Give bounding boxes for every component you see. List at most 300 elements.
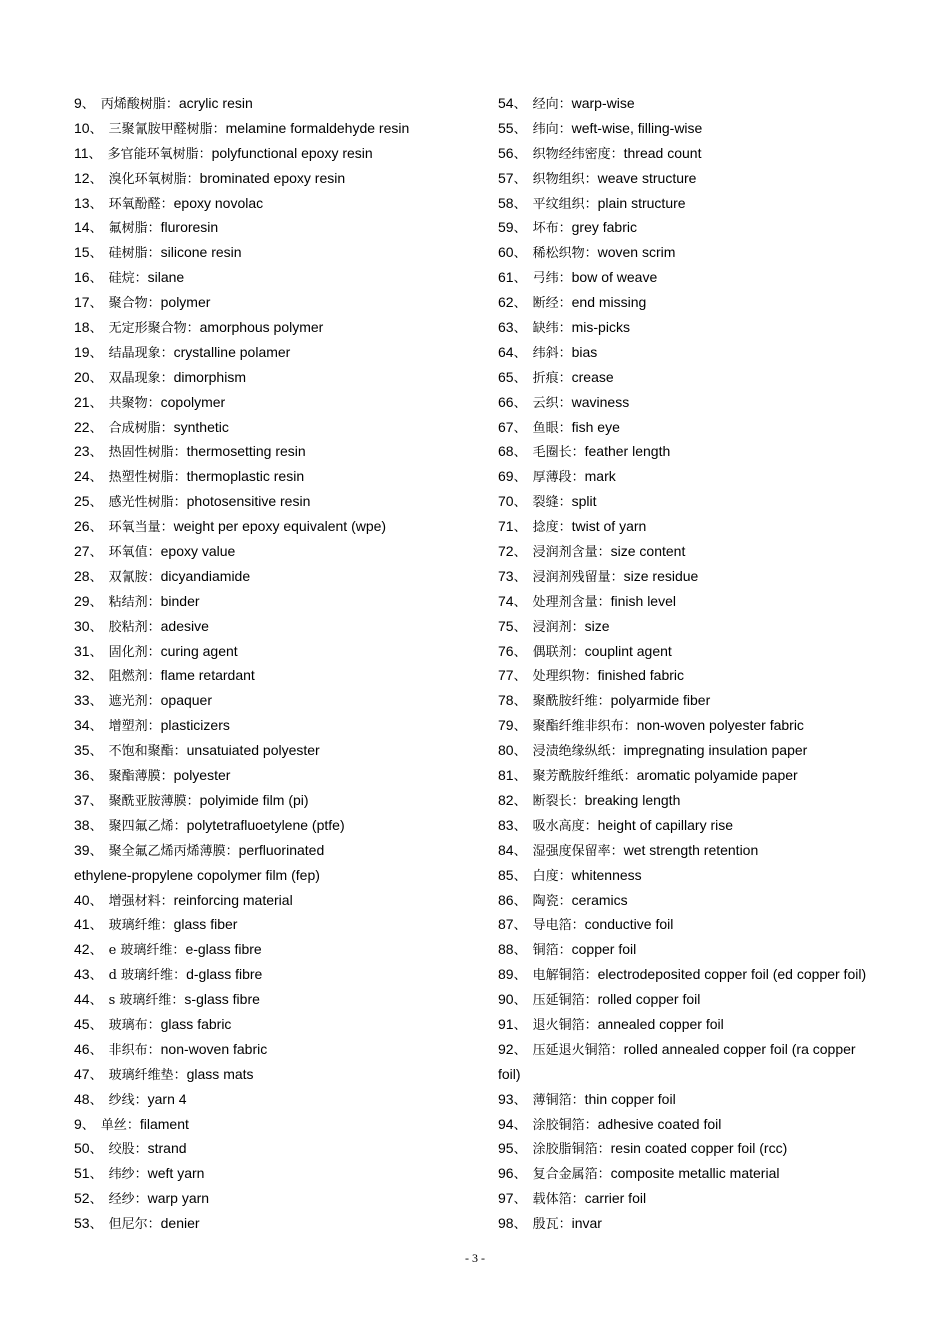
entry-separator: 、 [89, 395, 103, 411]
entry-english-term: bias [571, 343, 598, 360]
glossary-entry [74, 763, 474, 788]
entry-chinese-term: 浸润剂 [532, 619, 572, 635]
entry-separator: 、 [89, 171, 103, 187]
entry-chinese-term: 鱼眼 [532, 420, 559, 436]
entry-colon: ： [571, 445, 585, 461]
entry-chinese-term: 织物经纬密度 [532, 146, 611, 162]
entry-separator: 、 [513, 395, 527, 411]
entry-number: 79 [498, 717, 514, 734]
entry-chinese-term: 捻度 [532, 520, 559, 536]
entry-number: 94 [498, 1115, 514, 1132]
entry-colon: ： [584, 993, 598, 1009]
entry-separator: 、 [89, 1167, 103, 1183]
entry-chinese-term: 单丝 [100, 1117, 127, 1133]
entry-colon: ： [160, 918, 174, 934]
entry-separator: 、 [89, 221, 103, 237]
entry-english-term: glass fiber [173, 916, 238, 933]
entry-colon: ： [198, 146, 212, 162]
glossary-entry [74, 265, 474, 290]
entry-separator: 、 [513, 868, 527, 884]
glossary-entry [74, 639, 474, 664]
entry-chinese-term: 断裂长 [532, 793, 572, 809]
entry-colon: ： [134, 1192, 148, 1208]
glossary-entry [74, 614, 474, 639]
entry-separator: 、 [89, 619, 103, 635]
entry-english-term: polytetrafluoetylene (ptfe) [186, 816, 345, 833]
entry-number: 44 [74, 991, 90, 1008]
entry-number: 92 [498, 1040, 514, 1057]
entry-separator: 、 [89, 719, 103, 735]
entry-english-term: flame retardant [160, 667, 255, 684]
entry-english-term: epoxy value [160, 543, 236, 560]
entry-english-term: weft yarn [147, 1165, 205, 1182]
entry-number: 78 [498, 692, 514, 709]
entry-chinese-term: 浸润剂含量 [532, 545, 598, 561]
entry-separator: 、 [513, 719, 527, 735]
entry-chinese-term: 浸渍绝缘纵纸 [532, 744, 611, 760]
entry-separator: 、 [89, 121, 103, 137]
entry-number: 20 [74, 368, 90, 385]
entry-number: 23 [74, 443, 90, 460]
entry-separator: 、 [513, 744, 527, 760]
entry-colon: ： [160, 196, 174, 212]
entry-chinese-term: 纬向 [532, 121, 559, 137]
entry-colon: ： [558, 395, 572, 411]
entry-number: 66 [498, 393, 514, 410]
glossary-entry [498, 1211, 898, 1236]
entry-english-term: warp yarn [147, 1190, 210, 1207]
glossary-entry [498, 240, 898, 265]
entry-separator: 、 [89, 1192, 103, 1208]
entry-chinese-term: 坏布 [532, 221, 559, 237]
glossary-entry [74, 290, 474, 315]
entry-separator: 、 [513, 1142, 527, 1158]
entry-english-term: non-woven polyester fabric [636, 717, 804, 734]
entry-chinese-term: 感光性树脂 [108, 495, 174, 511]
entry-english-term: whitenness [571, 866, 642, 883]
glossary-entry [498, 1037, 898, 1062]
entry-chinese-term: 殷瓦 [532, 1217, 559, 1233]
entry-separator: 、 [89, 918, 103, 934]
glossary-entry [74, 1012, 474, 1037]
entry-separator: 、 [513, 495, 527, 511]
entry-chinese-term: 丙烯酸树脂 [100, 97, 166, 112]
glossary-entry [498, 415, 898, 440]
entry-chinese-term: 聚合物 [108, 296, 148, 312]
entry-chinese-term: 非织布 [108, 1042, 148, 1058]
glossary-entry [74, 1136, 474, 1161]
entry-english-term: dicyandiamide [160, 567, 251, 584]
glossary-left-column [74, 91, 474, 1236]
entry-colon: ： [610, 744, 624, 760]
entry-number: 76 [498, 642, 514, 659]
entry-number: 16 [74, 269, 90, 286]
entry-separator: 、 [513, 893, 527, 909]
entry-colon: ： [571, 644, 585, 660]
entry-colon: ： [173, 968, 187, 984]
entry-chinese-term: 云织 [532, 395, 559, 411]
entry-separator: 、 [89, 445, 103, 461]
entry-colon: ： [610, 1042, 624, 1058]
entry-colon: ： [571, 1092, 585, 1108]
entry-english-term: reinforcing material [173, 891, 293, 908]
entry-number: 35 [74, 742, 90, 759]
entry-english-term: thermosetting resin [186, 443, 306, 460]
entry-number: 13 [74, 194, 90, 211]
entry-colon: ： [558, 271, 572, 287]
entry-english-term: twist of yarn [571, 518, 647, 535]
entry-colon: ： [597, 594, 611, 610]
entry-chinese-term: 聚酰胺纤维 [532, 694, 598, 710]
entry-colon: ： [171, 993, 185, 1009]
entry-english-term: finished fabric [597, 667, 685, 684]
entry-separator: 、 [513, 694, 527, 710]
entry-separator: 、 [513, 296, 527, 312]
entry-separator: 、 [513, 97, 527, 112]
entry-chinese-term: 白度 [532, 868, 559, 884]
glossary-entry [74, 340, 474, 365]
entry-english-term: strand [147, 1140, 187, 1157]
entry-separator: 、 [89, 769, 103, 785]
entry-english-term: d-glass fibre [186, 966, 263, 983]
entry-colon: ： [173, 495, 187, 511]
entry-separator: 、 [513, 619, 527, 635]
entry-chinese-term: d 玻璃纤维 [108, 968, 174, 984]
entry-number: 68 [498, 443, 514, 460]
entry-chinese-term: 导电箔 [532, 918, 572, 934]
entry-chinese-term: 环氧当量 [108, 520, 161, 536]
entry-colon: ： [212, 121, 226, 137]
entry-colon: ： [160, 893, 174, 909]
entry-colon: ： [173, 818, 187, 834]
entry-english-term: finish level [610, 592, 676, 609]
entry-separator: 、 [89, 246, 103, 262]
entry-number: 36 [74, 767, 90, 784]
entry-number: 62 [498, 294, 514, 311]
entry-chinese-term: 复合金属箔 [532, 1167, 598, 1183]
entry-colon: ： [186, 321, 200, 337]
entry-english-term: fish eye [571, 418, 620, 435]
entry-separator: 、 [513, 545, 527, 561]
entry-english-term: non-woven fabric [160, 1040, 268, 1057]
entry-number: 15 [74, 244, 90, 261]
entry-chinese-term: 处理剂含量 [532, 594, 598, 610]
entry-english-term: acrylic resin [178, 95, 253, 111]
entry-english-term: glass mats [186, 1065, 254, 1082]
entry-separator: 、 [513, 993, 527, 1009]
entry-chinese-term: 平纹组织 [532, 196, 585, 212]
entry-chinese-term: 织物组织 [532, 171, 585, 187]
glossary-entry [74, 1161, 474, 1186]
entry-colon: ： [160, 345, 174, 361]
entry-number: 19 [74, 343, 90, 360]
entry-chinese-term: 湿强度保留率 [532, 843, 611, 859]
entry-english-term: s-glass fibre [184, 991, 260, 1008]
entry-separator: 、 [89, 1217, 103, 1233]
glossary-entry [498, 439, 898, 464]
glossary-entry [74, 589, 474, 614]
entry-number: 45 [74, 1015, 90, 1032]
entry-number: 40 [74, 891, 90, 908]
entry-chinese-term: 经向 [532, 97, 559, 112]
entry-english-term: e-glass fibre [185, 941, 262, 958]
entry-english-term: waviness [571, 393, 630, 410]
entry-chinese-term: 退火铜箔 [532, 1017, 585, 1033]
entry-chinese-term: 聚芳酰胺纤维纸 [532, 769, 624, 785]
glossary-entry [498, 1112, 898, 1137]
glossary-entry [74, 788, 474, 813]
entry-number: 75 [498, 617, 514, 634]
entry-english-term: polyfunctional epoxy resin [211, 144, 373, 161]
glossary-entry [498, 713, 898, 738]
entry-number: 81 [498, 767, 514, 784]
entry-number: 87 [498, 916, 514, 933]
entry-chinese-term: 热固性树脂 [108, 445, 174, 461]
entry-number: 46 [74, 1040, 90, 1057]
entry-english-term: bow of weave [571, 269, 658, 286]
glossary-entry [74, 987, 474, 1012]
entry-number: 63 [498, 319, 514, 336]
glossary-right-column [498, 91, 898, 1236]
glossary-entry [498, 987, 898, 1012]
entry-separator: 、 [513, 818, 527, 834]
entry-separator: 、 [513, 196, 527, 212]
entry-separator: 、 [89, 1092, 103, 1108]
entry-english-term: adhesive coated foil [597, 1115, 722, 1132]
entry-chinese-term: 增强材料 [108, 893, 161, 909]
glossary-entry [74, 738, 474, 763]
entry-colon: ： [584, 246, 598, 262]
entry-english-term: composite metallic material [610, 1165, 780, 1182]
entry-colon: ： [147, 1017, 161, 1033]
entry-number: 25 [74, 493, 90, 510]
glossary-entry [498, 614, 898, 639]
entry-colon: ： [147, 246, 161, 262]
glossary-entry [498, 763, 898, 788]
entry-number: 24 [74, 468, 90, 485]
glossary-entry [498, 215, 898, 240]
entry-separator: 、 [89, 644, 103, 660]
entry-english-term: yarn 4 [147, 1090, 187, 1107]
glossary-entry [498, 191, 898, 216]
entry-chinese-term: 固化剂 [108, 644, 148, 660]
entry-separator: 、 [513, 968, 527, 984]
entry-chinese-term: 不饱和聚酯 [108, 744, 174, 760]
entry-english-term: size content [610, 543, 686, 560]
entry-chinese-term: 结晶现象 [108, 345, 161, 361]
entry-number: 90 [498, 991, 514, 1008]
entry-separator: 、 [88, 146, 102, 162]
entry-chinese-term: 聚四氟乙烯 [108, 818, 174, 834]
entry-separator: 、 [513, 420, 527, 436]
entry-chinese-term: 弓纬 [532, 271, 559, 287]
glossary-entry [74, 415, 474, 440]
entry-number: 9 [74, 95, 82, 111]
entry-chinese-term: 玻璃布 [108, 1017, 148, 1033]
glossary-entry [74, 937, 474, 962]
entry-colon: ： [584, 818, 598, 834]
entry-chinese-term: 聚全氟乙烯丙烯薄膜 [108, 843, 226, 859]
entry-separator: 、 [513, 644, 527, 660]
entry-number: 30 [74, 617, 90, 634]
entry-colon: ： [173, 445, 187, 461]
entry-english-term: end missing [571, 294, 647, 311]
entry-number: 69 [498, 468, 514, 485]
entry-chinese-term: 纬纱 [108, 1167, 135, 1183]
entry-chinese-term: 纬斜 [532, 345, 559, 361]
glossary-entry [498, 813, 898, 838]
entry-chinese-term: 吸水高度 [532, 818, 585, 834]
entry-separator: 、 [513, 793, 527, 809]
glossary-entry [498, 166, 898, 191]
entry-english-term: thread count [623, 144, 702, 161]
entry-number: 11 [74, 144, 89, 161]
entry-colon: ： [558, 296, 572, 312]
entry-chinese-term: 压延铜箔 [532, 993, 585, 1009]
entry-separator: 、 [89, 520, 103, 536]
glossary-entry [498, 639, 898, 664]
glossary-entry [498, 141, 898, 166]
entry-chinese-term: 阻燃剂 [108, 669, 148, 685]
entry-colon: ： [558, 97, 572, 112]
glossary-entry [498, 539, 898, 564]
glossary-entry [74, 315, 474, 340]
entry-number: 28 [74, 567, 90, 584]
entry-number: 31 [74, 642, 90, 659]
glossary-entry [498, 962, 898, 987]
entry-english-term: resin coated copper foil (rcc) [610, 1140, 788, 1157]
glossary-entry [498, 265, 898, 290]
entry-english-term: woven scrim [597, 244, 676, 261]
entry-separator: 、 [89, 420, 103, 436]
glossary-entry [498, 863, 898, 888]
entry-number: 9 [74, 1115, 82, 1132]
entry-separator: 、 [513, 171, 527, 187]
entry-colon: ： [571, 619, 585, 635]
glossary-entry [498, 912, 898, 937]
entry-english-term: filament [139, 1115, 189, 1132]
glossary-entry [74, 390, 474, 415]
entry-chinese-term: 裂缝 [532, 495, 559, 511]
glossary-entry [74, 888, 474, 913]
glossary-entry [74, 564, 474, 589]
entry-english-term: fluroresin [160, 219, 219, 236]
entry-english-term: warp-wise [571, 95, 635, 111]
glossary-entry [498, 116, 898, 141]
entry-separator: 、 [513, 1192, 527, 1208]
entry-colon: ： [173, 1067, 187, 1083]
entry-colon: ： [623, 719, 637, 735]
entry-chinese-term: 厚薄段 [532, 470, 572, 486]
entry-chinese-term: 溴化环氧树脂 [108, 171, 187, 187]
entry-english-term: opaquer [160, 692, 213, 709]
entry-colon: ： [597, 1167, 611, 1183]
entry-colon: ： [610, 569, 624, 585]
entry-separator: 、 [513, 345, 527, 361]
entry-number: 54 [498, 95, 514, 111]
entry-colon: ： [558, 345, 572, 361]
entry-english-term: weight per epoxy equivalent (wpe) [173, 518, 387, 535]
entry-english-term: silicone resin [160, 244, 242, 261]
entry-english-term: weft-wise, filling-wise [571, 119, 703, 136]
glossary-entry [74, 1211, 474, 1236]
entry-separator: 、 [89, 1017, 103, 1033]
entry-number: 84 [498, 841, 514, 858]
entry-english-term: mis-picks [571, 319, 630, 336]
glossary-entry [498, 315, 898, 340]
glossary-entry [74, 663, 474, 688]
entry-english-term: brominated epoxy resin [199, 169, 346, 186]
entry-separator: 、 [89, 495, 103, 511]
entry-chinese-term: 压延退火铜箔 [532, 1042, 611, 1058]
entry-number: 55 [498, 119, 514, 136]
entry-english-term: perfluorinated [238, 841, 325, 858]
entry-english-term: thermoplastic resin [186, 468, 305, 485]
entry-chinese-term: 粘结剂 [108, 594, 148, 610]
glossary-entry [74, 215, 474, 240]
glossary-entry [74, 1112, 474, 1137]
entry-chinese-term: s 玻璃纤维 [108, 993, 172, 1009]
entry-colon: ： [558, 221, 572, 237]
entry-colon: ： [584, 968, 598, 984]
entry-english-term: split [571, 493, 597, 510]
glossary-entry [74, 514, 474, 539]
entry-number: 12 [74, 169, 90, 186]
entry-colon: ： [160, 520, 174, 536]
entry-chinese-term: 载体箔 [532, 1192, 572, 1208]
entry-english-term: curing agent [160, 642, 238, 659]
entry-chinese-term: 双氰胺 [108, 569, 148, 585]
entry-number: 86 [498, 891, 514, 908]
entry-number: 61 [498, 269, 514, 286]
entry-number: 10 [74, 119, 90, 136]
glossary-entry [74, 813, 474, 838]
entry-separator: 、 [513, 246, 527, 262]
entry-colon: ： [147, 669, 161, 685]
entry-english-term: annealed copper foil [597, 1015, 724, 1032]
entry-number: 83 [498, 816, 514, 833]
entry-number: 89 [498, 966, 514, 983]
entry-colon: ： [126, 1117, 140, 1133]
glossary-entry [498, 365, 898, 390]
glossary-entry [74, 365, 474, 390]
entry-separator: 、 [89, 993, 103, 1009]
glossary-entry [74, 539, 474, 564]
entry-english-term: weave structure [597, 169, 697, 186]
glossary-entry [74, 688, 474, 713]
entry-separator: 、 [89, 545, 103, 561]
entry-colon: ： [610, 146, 624, 162]
glossary-entry [498, 688, 898, 713]
entry-colon: ： [147, 296, 161, 312]
entry-english-term: copolymer [160, 393, 226, 410]
entry-chinese-term: 增塑剂 [108, 719, 148, 735]
entry-number: 59 [498, 219, 514, 236]
entry-number: 41 [74, 916, 90, 933]
entry-english-term: impregnating insulation paper [623, 742, 808, 759]
entry-colon: ： [584, 669, 598, 685]
entry-chinese-term: 陶瓷 [532, 893, 559, 909]
entry-number: 67 [498, 418, 514, 435]
entry-number: 52 [74, 1190, 90, 1207]
entry-chinese-term: 但尼尔 [108, 1217, 148, 1233]
entry-english-term: polyarmide fiber [610, 692, 711, 709]
entry-colon: ： [147, 694, 161, 710]
entry-separator: 、 [89, 196, 103, 212]
entry-english-term: crystalline polamer [173, 343, 291, 360]
glossary-entry [74, 838, 474, 863]
entry-number: 37 [74, 791, 90, 808]
